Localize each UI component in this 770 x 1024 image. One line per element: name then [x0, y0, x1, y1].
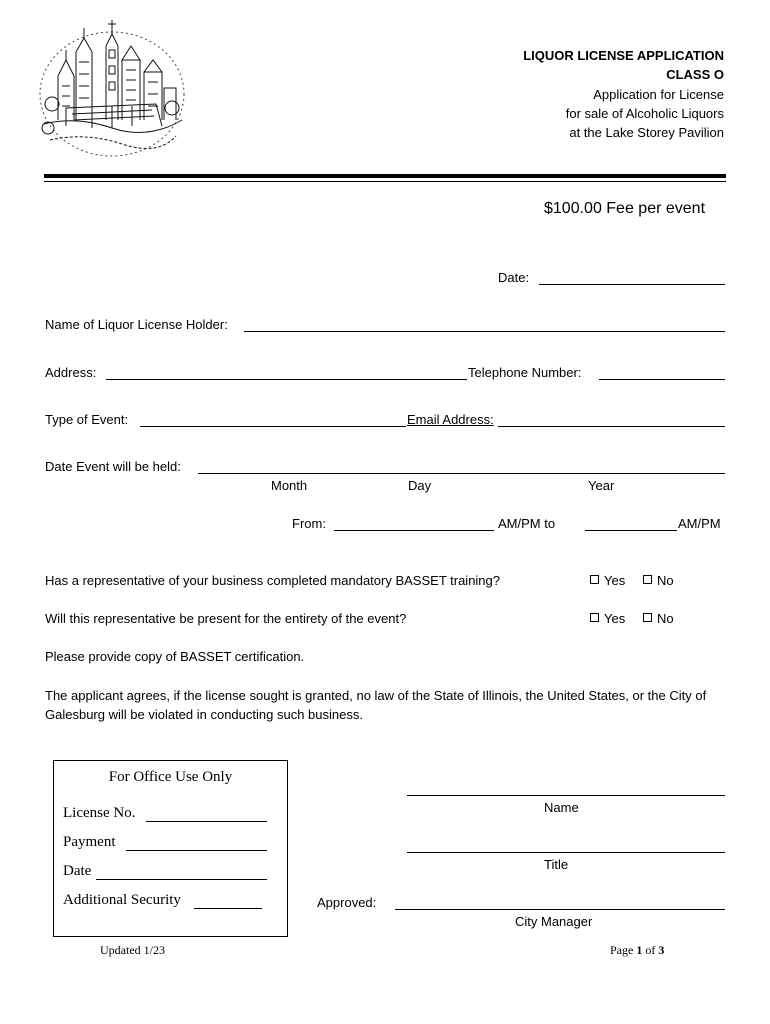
header-divider	[44, 174, 726, 178]
header-divider-thin	[44, 181, 726, 182]
office-use-box	[53, 760, 288, 937]
additional-security-label: Additional Security	[63, 892, 181, 908]
office-date-field[interactable]	[96, 879, 267, 880]
year-label: Year	[588, 478, 615, 493]
payment-label: Payment	[63, 834, 116, 850]
basset-training-yes-checkbox[interactable]	[590, 573, 625, 588]
page-prefix: Page	[610, 943, 637, 957]
agreement-paragraph: The applicant agrees, if the license sought is granted, no law of the State of Illinois, the United States, or the City of Galesburg will be violated in conducting such business.	[45, 688, 707, 722]
from-label: From:	[292, 516, 326, 531]
license-no-label: License No.	[63, 805, 136, 821]
approved-signature-line[interactable]	[395, 909, 725, 910]
event-type-label: Type of Event:	[45, 412, 129, 427]
day-label: Day	[408, 478, 432, 493]
address-field[interactable]	[106, 379, 467, 380]
basset-training-question: Has a representative of your business completed mandatory BASSET training?	[45, 573, 500, 588]
email-label: Email Address:	[407, 412, 494, 427]
name-signature-line[interactable]	[407, 795, 725, 796]
end-time-field[interactable]	[585, 530, 677, 531]
header-subtitle-3: at the Lake Storey Pavilion	[569, 125, 724, 140]
city-manager-label: City Manager	[515, 914, 593, 929]
ampm-to-label: AM/PM to	[498, 516, 556, 531]
page-of: of	[642, 943, 659, 957]
checkbox-icon	[590, 613, 599, 622]
title-signature-line[interactable]	[407, 852, 725, 853]
present-entirety-question: Will this representative be present for the entirety of the event?	[45, 611, 407, 626]
page-total: 3	[658, 943, 665, 957]
event-type-field[interactable]	[140, 426, 406, 427]
present-entirety-yes-checkbox[interactable]	[590, 611, 625, 626]
license-no-field[interactable]	[146, 821, 267, 822]
updated-date: Updated 1/23	[100, 943, 165, 957]
title-label: Title	[544, 857, 569, 872]
header-subtitle-1: Application for License	[593, 87, 724, 102]
additional-security-field[interactable]	[194, 908, 262, 909]
page-indicator	[610, 943, 664, 958]
page-number: 1	[636, 943, 643, 957]
yes-label: Yes	[604, 573, 626, 588]
ampm-label: AM/PM	[678, 516, 721, 531]
month-label: Month	[271, 478, 308, 493]
start-time-field[interactable]	[334, 530, 494, 531]
checkbox-icon	[590, 575, 599, 584]
telephone-label: Telephone Number:	[468, 365, 582, 380]
approved-label: Approved:	[317, 895, 377, 910]
payment-field[interactable]	[126, 850, 267, 851]
city-skyline-logo	[36, 16, 188, 162]
no-label: No	[657, 611, 674, 626]
event-date-label: Date Event will be held:	[45, 459, 181, 474]
basset-copy-note: Please provide copy of BASSET certification.	[45, 649, 305, 664]
checkbox-icon	[643, 575, 652, 584]
date-field[interactable]	[539, 284, 725, 285]
office-date-label: Date	[63, 863, 92, 879]
checkbox-icon	[643, 613, 652, 622]
header-subtitle-2: for sale of Alcoholic Liquors	[565, 106, 724, 121]
present-entirety-no-checkbox[interactable]	[643, 611, 674, 626]
telephone-field[interactable]	[599, 379, 725, 380]
event-date-field[interactable]	[198, 473, 725, 474]
holder-name-field[interactable]	[244, 331, 725, 332]
holder-name-label: Name of Liquor License Holder:	[45, 317, 228, 332]
yes-label: Yes	[604, 611, 626, 626]
form-title: LIQUOR LICENSE APPLICATION	[523, 48, 724, 63]
no-label: No	[657, 573, 674, 588]
office-use-title: For Office Use Only	[108, 769, 233, 785]
name-label: Name	[544, 800, 579, 815]
basset-training-no-checkbox[interactable]	[643, 573, 674, 588]
license-class: CLASS O	[666, 67, 724, 82]
email-field[interactable]	[498, 426, 725, 427]
date-label: Date:	[498, 270, 530, 285]
fee-text: $100.00 Fee per event	[544, 200, 706, 217]
address-label: Address:	[45, 365, 97, 380]
